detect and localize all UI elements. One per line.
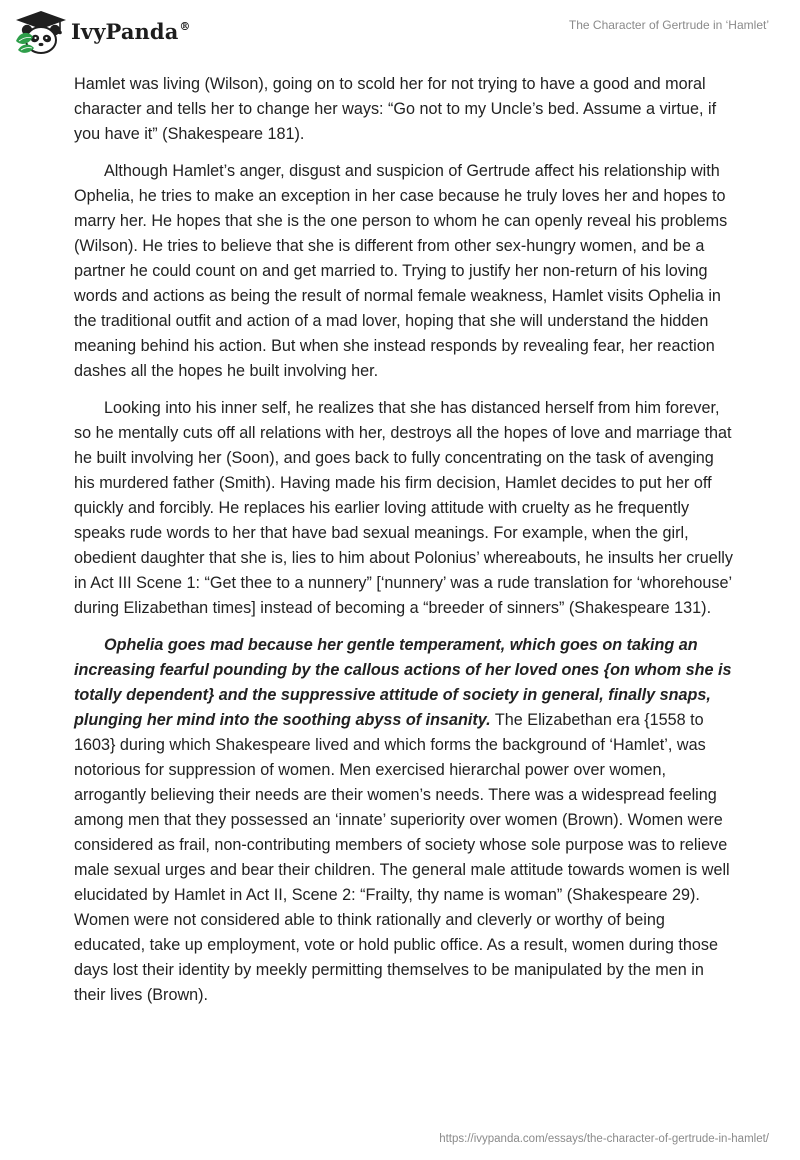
source-url[interactable]: https://ivypanda.com/essays/the-character-of-gertrude-in-hamlet/ [439, 1133, 769, 1145]
paragraph: Looking into his inner self, he realizes that she has distanced herself from him forever, so he mentally cuts off all relations with her, destroys all the hopes of love and marriage that he built involving her (Soon), and goes back to fully concentrating on the task of avenging his murdered father (Smith). Having made his firm decision, Hamlet decides to put her off quickly and forcibly. He replaces his earlier loving attitude with cruelty as he frequently speaks rude words to her that have bad sexual meanings. For example, when the girl, obedient daughter that she is, lies to him about Polonius’ whereabouts, he insults her cruelly in Act III Scene 1: “Get thee to a nunnery” [‘nunnery’ was a rude translation for ‘whorehouse’ during Elizabethan times] instead of becoming a “breeder of sinners” (Shakespeare 131). [74, 399, 733, 617]
brand-name: IvyPanda® [71, 19, 191, 44]
paragraph-text: The Elizabethan era {1558 to 1603} during which Shakespeare lived and which forms the background of ‘Hamlet’, was notorious for suppression of women. Men exercised hierarchal power over women, arrogantly believing their needs are their women’s needs. There was a widespread feeling among men that they possessed an ‘innate’ superiority over women (Brown). Women were considered as frail, non-contributing members of society whose sole purpose was to relieve male sexual urges and bear their children. The general male attitude towards women is well elucidated by Hamlet in Act II, Scene 2: “Frailty, thy name is woman” (Shakespeare 29). Women were not considered able to think rationally and cleverly or worthy of being educated, take up employment, vote or hold public office. As a result, women during those days lost their identity by meekly permitting themselves to be manipulated by the men in their lives (Brown). [74, 711, 730, 1004]
paragraph: Hamlet was living (Wilson), going on to scold her for not trying to have a good and moral character and tells her to change her ways: “Go not to my Uncle’s bed. Assume a virtue, if you have it” (Shakespeare 181). [74, 75, 717, 143]
page-header [0, 0, 800, 62]
document-title: The Character of Gertrude in ‘Hamlet’ [568, 18, 769, 32]
ivypanda-logo[interactable] [14, 10, 191, 56]
panda-graduate-icon [14, 10, 68, 56]
essay-body [74, 72, 734, 1020]
registered-mark: ® [179, 20, 191, 33]
paragraph: Although Hamlet’s anger, disgust and suspicion of Gertrude affect his relationship with Ophelia, he tries to make an exception in her case because he truly loves her and hopes to marry her. He hopes that she is the one person to whom he can openly reveal his problems (Wilson). He tries to believe that she is different from other sex-hungry women, and be a partner he could count on and get married to. Trying to justify her non-return of his loving words and actions as being the result of normal female weakness, Hamlet visits Ophelia in the traditional outfit and action of a mad lover, hoping that she will understand the hidden meaning behind his action. But when she instead responds by revealing fear, her reaction dashes all the hopes he built involving her. [74, 162, 728, 380]
paragraph [74, 633, 734, 1008]
thesis-statement: Ophelia goes mad because her gentle temperament, which goes on taking an increasing fearful pounding by the callous actions of her loved ones {on whom she is totally dependent} and the suppressive attitude of society in general, finally snaps, plunging her mind into the soothing abyss of insanity. [74, 636, 732, 729]
